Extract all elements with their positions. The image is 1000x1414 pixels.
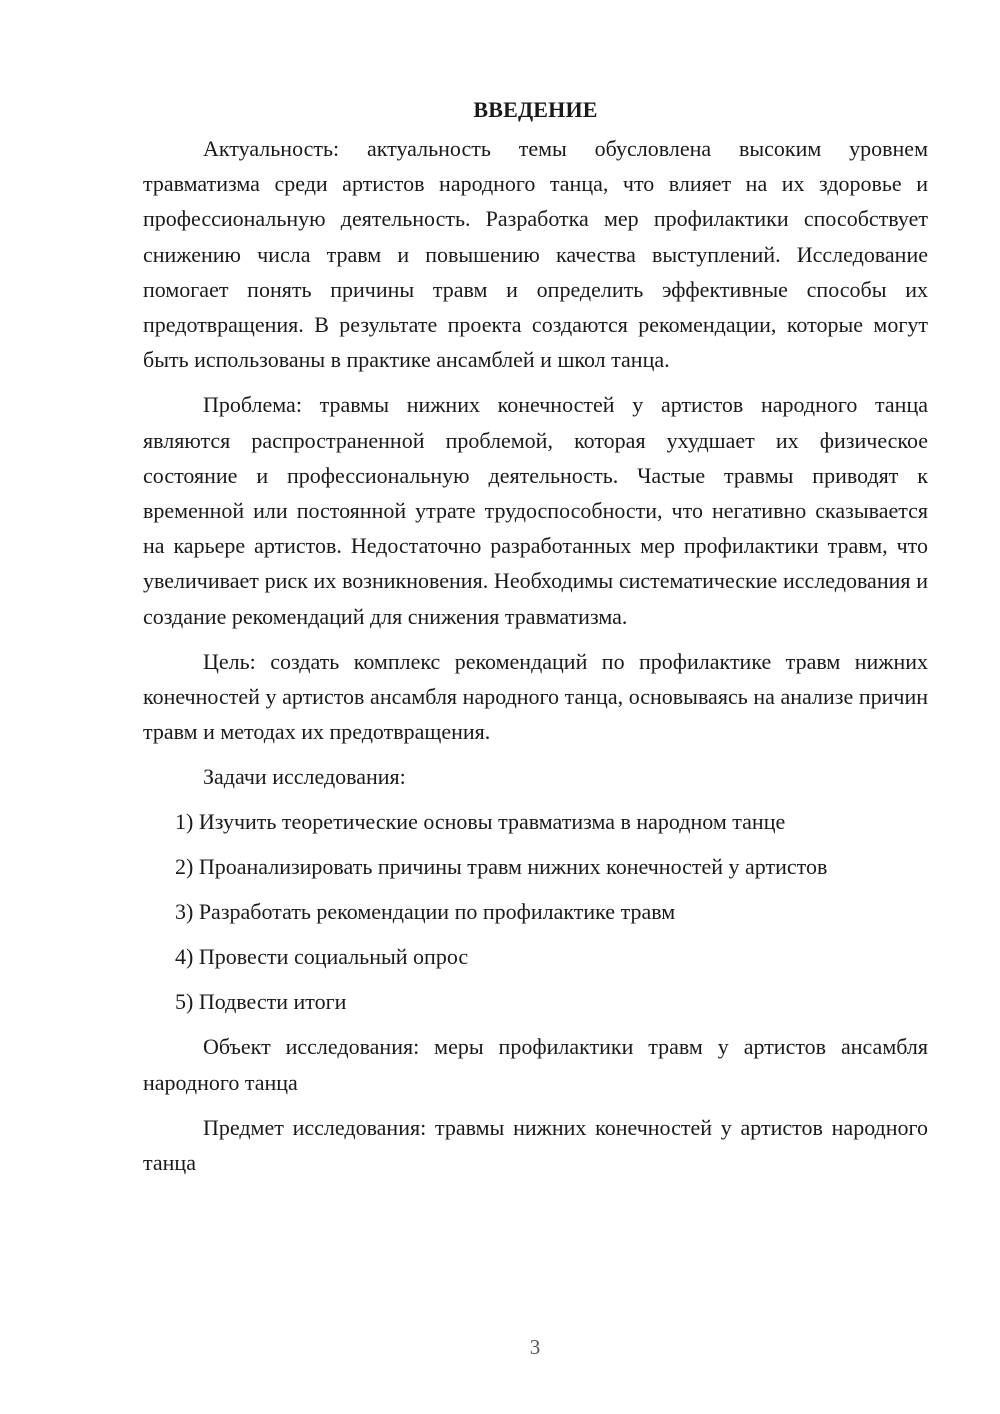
goal-paragraph: Цель: создать комплекс рекомендаций по профилактике травм нижних конечностей у артистов ансамбля народного танца, основываясь на анализе причин травм и методах их предотвращения. [143, 648, 928, 745]
problem-paragraph: Проблема: травмы нижних конечностей у артистов народного танца являются распространенной проблемой, которая ухудшает их физическое состояние и профессиональную деятельность. Частые травмы приводят к временной или постоянной утрате трудоспособности, что негативно сказывается на карьере артистов. Недостаточно разработанных мер профилактики травм, что увеличивает риск их возникновения. Необходимы систематические исследования и создание рекомендаций для снижения травматизма. [143, 392, 928, 629]
relevance-paragraph: Актуальность: актуальность темы обусловлена высоким уровнем травматизма среди артистов народного танца, что влияет на их здоровье и профессиональную деятельность. Разработка мер профилактики способствует снижению числа травм и повышению качества выступлений. Исследование помогает понять причины травм и определить эффективные способы их предотвращения. В результате проекта создаются рекомендации, которые могут быть использованы в практике ансамблей и школ танца. [143, 136, 928, 373]
object-paragraph: Объект исследования: меры профилактики травм у артистов ансамбля народного танца [143, 1034, 928, 1095]
page-number: 3 [529, 1335, 541, 1359]
subject-paragraph: Предмет исследования: травмы нижних конечностей у артистов народного танца [143, 1114, 928, 1176]
list-item: 4) Провести социальный опрос [175, 944, 469, 970]
list-item: 2) Проанализировать причины травм нижних конечностей у артистов [175, 854, 828, 880]
list-item: 3) Разработать рекомендации по профилактике травм [175, 899, 676, 925]
page-title: ВВЕДЕНИЕ [473, 97, 598, 122]
page-content [143, 92, 928, 1190]
task-list [143, 804, 928, 1019]
list-item: 1) Изучить теоретические основы травматизма в народном танце [175, 809, 786, 835]
tasks-heading: Задачи исследования: [203, 764, 406, 790]
list-item: 5) Подвести итоги [175, 989, 347, 1015]
